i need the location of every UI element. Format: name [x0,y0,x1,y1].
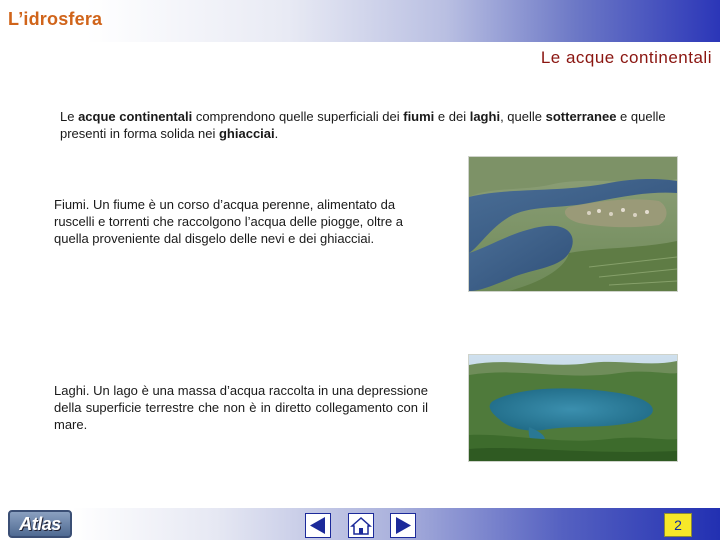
intro-term-sotterranee: sotterranee [545,109,617,124]
intro-term-ghiacciai: ghiacciai [218,126,275,141]
intro-text-2: comprendono quelle superficiali dei [192,109,404,124]
section-title: Le acque continentali [540,48,712,67]
intro-text-1: Le [60,109,79,124]
lake-photo [468,354,678,462]
intro-text-3: e dei [434,109,470,124]
intro-paragraph [60,108,680,142]
triangle-right-icon [391,514,415,537]
laghi-term: Laghi [54,383,86,398]
intro-text-6: . [274,126,279,141]
laghi-paragraph [54,382,428,433]
atlas-logo: Atlas [8,510,72,538]
home-button[interactable] [348,513,374,538]
header-band [0,0,720,42]
intro-text-5: e quelle presenti in forma solida nei [60,109,666,141]
fiumi-paragraph [54,196,430,247]
app-title: L’idrosfera [8,9,103,29]
next-button[interactable] [390,513,416,538]
intro-term-fiumi: fiumi [403,109,435,124]
fiumi-text: . Un fiume è un corso d’acqua perenne, alimentato da ruscelli e torrenti che raccolgono l’acqua delle piogge, oltre a quella proveniente dal disgelo delle nevi e dei ghiacciai. [54,197,404,246]
fiumi-term: Fiumi [54,197,86,212]
river-photo [468,156,678,292]
laghi-text: . Un lago è una massa d’acqua raccolta in una depressione della superficie terrestre che non è in diretto collegamento con il mare. [54,383,428,432]
intro-term-laghi: laghi [469,109,501,124]
page-number-badge: 2 [664,513,692,537]
intro-text-4: , quelle [500,109,546,124]
home-icon [349,514,373,537]
intro-term-acque-continentali: acque continentali [78,109,193,124]
previous-button[interactable] [305,513,331,538]
triangle-left-icon [306,514,330,537]
